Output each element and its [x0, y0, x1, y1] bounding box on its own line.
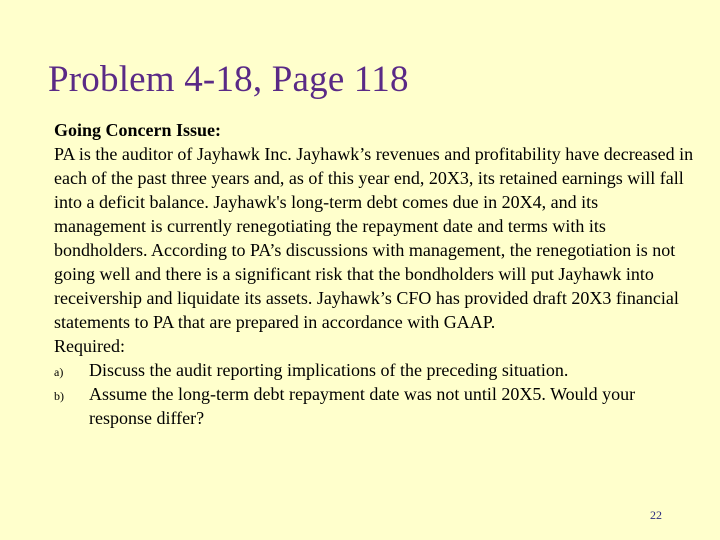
list-item-text: Assume the long-term debt repayment date was not until 20X5. Would your response differ? — [89, 384, 636, 428]
list-marker: b) — [54, 389, 64, 403]
page-number: 22 — [650, 508, 662, 522]
list-item — [54, 358, 694, 382]
slide-title: Problem 4-18, Page 118 — [48, 59, 409, 100]
list-item-text: Discuss the audit reporting implications of the preceding situation. — [89, 360, 569, 380]
problem-paragraph: PA is the auditor of Jayhawk Inc. Jayhawk’s revenues and profitability have decreased in each of the past three years and, as of this year end, 20X3, its retained earnings will fall into a deficit balance. Jayhawk's long-term debt comes due in 20X4, and its management is currently renegotiating the repayment date and terms with its bondholders. According to PA’s discussions with management, the renegotiation is not going well and there is a significant risk that the bondholders will put Jayhawk into receivership and liquidate its assets. Jayhawk’s CFO has provided draft 20X3 financial statements to PA that are prepared in accordance with GAAP. — [54, 144, 694, 332]
slide-body — [54, 118, 694, 430]
list-item — [54, 382, 694, 430]
requirements-list — [54, 358, 694, 430]
section-heading: Going Concern Issue: — [54, 120, 222, 140]
list-marker: a) — [54, 365, 64, 379]
required-label: Required: — [54, 336, 125, 356]
